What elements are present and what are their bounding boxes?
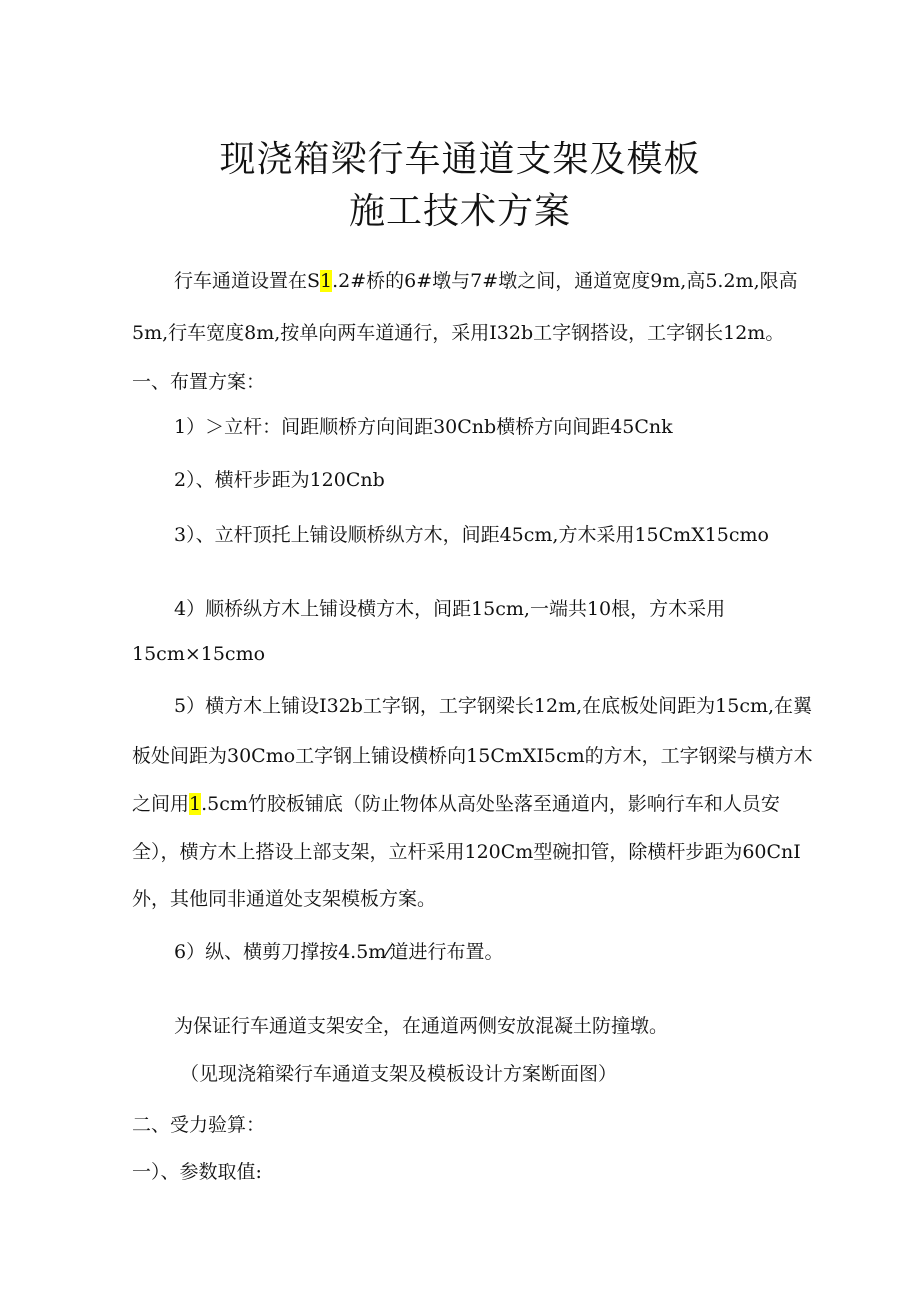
- safety-note: 为保证行车通道支架安全，在通道两侧安放混凝土防撞墩。: [174, 1015, 669, 1037]
- item-5-line-3: 之间用1.5cm竹胶板铺底（防止物体从高处坠落至通道内，影响行车和人员安: [132, 793, 780, 815]
- item-5-line-5: 外，其他同非通道处支架模板方案。: [132, 888, 437, 910]
- item-4-line-2: 15cm×15cmo: [132, 643, 266, 665]
- item-5-line-1: 5）横方木上铺设I32b工字钢，工字钢梁长12m,在底板处间距为15cm,在翼: [174, 695, 813, 717]
- subsection-heading-1: 一）、参数取值:: [132, 1161, 262, 1183]
- figure-reference: （见现浇箱梁行车通道支架及模板设计方案断面图）: [180, 1063, 618, 1085]
- section-heading-2: 二、受力验算：: [132, 1114, 266, 1136]
- item-5-line-4: 全），横方木上搭设上部支架，立杆采用120Cm型碗扣管，除横杆步距为60CnI: [132, 841, 801, 863]
- item-3: 3）、立杆顶托上铺设顺桥纵方木，间距45cm,方木采用15CmX15cmo: [174, 524, 769, 546]
- item-1: 1）＞立杆：间距顺桥方向间距30Cnb横桥方向间距45Cnk: [174, 416, 673, 438]
- section-heading-1: 一、布置方案：: [132, 371, 266, 393]
- item-6: 6）纵、横剪刀撑按4.5m⁄道进行布置。: [174, 941, 504, 963]
- item-4-line-1: 4）顺桥纵方木上铺设横方木，间距15cm,一端共10根，方木采用: [174, 598, 726, 620]
- title-line-1: 现浇箱梁行车通道支架及模板: [219, 139, 701, 180]
- intro-line-2: 5m,行车宽度8m,按单向两车道通行，采用I32b工字钢搭设，工字钢长12m。: [132, 322, 785, 344]
- item-5-line-2: 板处间距为30Cmo工字钢上铺设横桥向15CmXI5cm的方木，工字钢梁与横方木: [132, 745, 813, 767]
- title-line-2: 施工技术方案: [348, 191, 571, 232]
- intro-line-1: 行车通道设置在S1.2#桥的6#墩与7#墩之间，通道宽度9m,高5.2m,限高: [174, 270, 798, 292]
- highlight: 1: [320, 270, 333, 292]
- item-2: 2）、横杆步距为120Cnb: [174, 469, 385, 491]
- highlight: 1: [189, 793, 202, 815]
